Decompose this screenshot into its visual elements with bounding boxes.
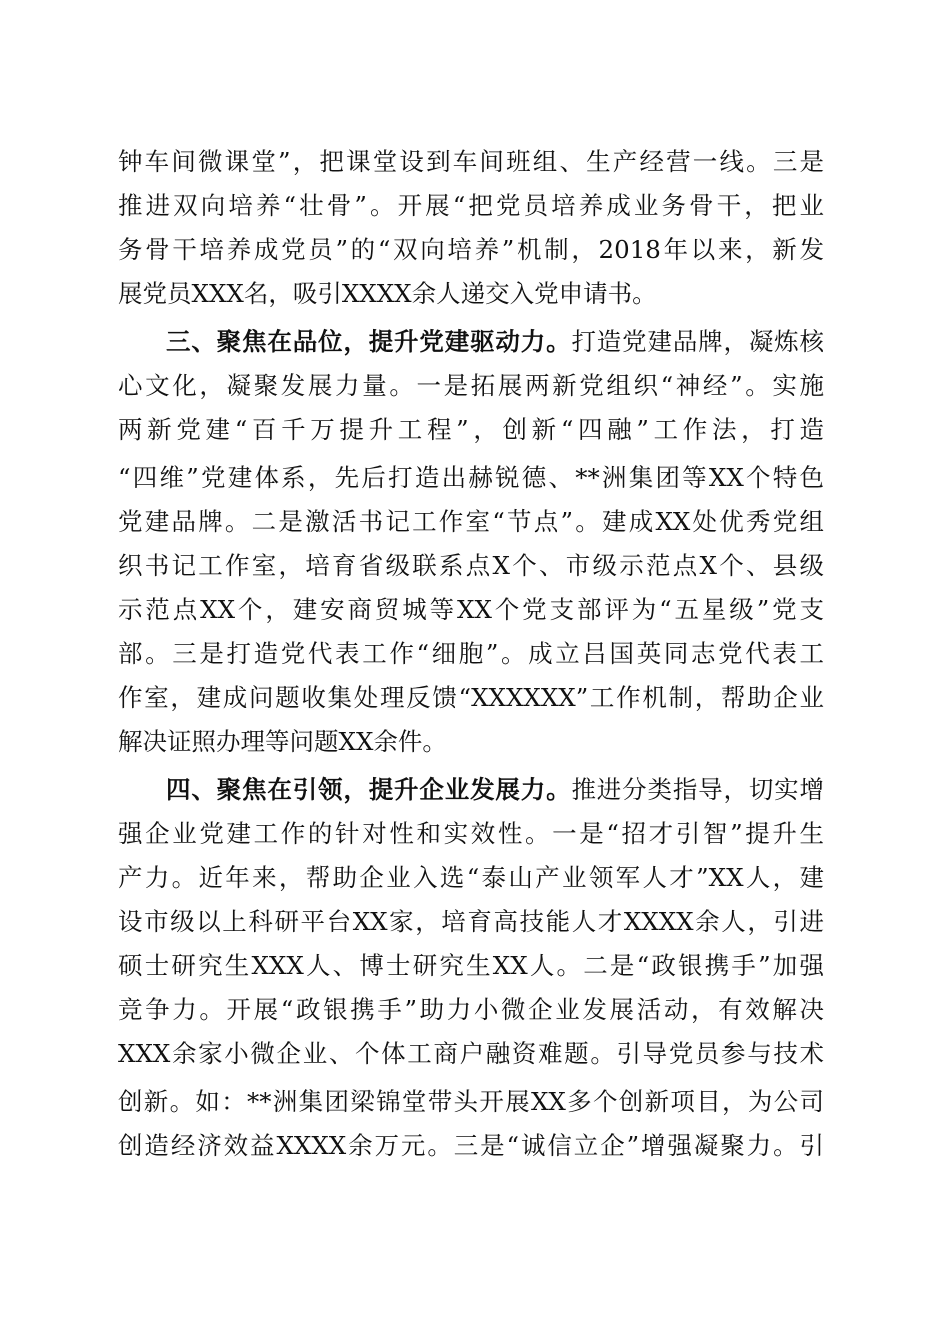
body-line: 解决证照办理等问题XX余件。 [118, 727, 447, 756]
body-line: 作室，建成问题收集处理反馈“XXXXXX”工作机制，帮助企业 [118, 683, 824, 712]
body-line: 两新党建“百千万提升工程”，创新“四融”工作法，打造 [118, 415, 824, 444]
body-line: 部。三是打造党代表工作“细胞”。成立吕国英同志党代表工 [118, 639, 824, 668]
body-line: 创造经济效益XXXX余万元。三是“诚信立企”增强凝聚力。引 [118, 1131, 824, 1160]
body-line: 强企业党建工作的针对性和实效性。一是“招才引智”提升生 [118, 819, 824, 848]
body-line: “四维”党建体系，先后打造出赫锐德、**洲集团等XX个特色 [118, 463, 824, 492]
body-line: 产力。近年来，帮助企业入选“泰山产业领军人才”XX人，建 [118, 863, 824, 892]
body-line: 示范点XX个，建安商贸城等XX个党支部评为“五星级”党支 [118, 595, 824, 624]
body-line: 党建品牌。二是激活书记工作室“节点”。建成XX处优秀党组 [118, 507, 824, 536]
body-line: 创新。如：**洲集团梁锦堂带头开展XX多个创新项目，为公司 [118, 1087, 824, 1116]
body-line: 推进双向培养“壮骨”。开展“把党员培养成业务骨干，把业 [118, 191, 824, 220]
body-line: 务骨干培养成党员”的“双向培养”机制，2018年以来，新发 [118, 235, 824, 264]
body-line: 织书记工作室，培育省级联系点X个、市级示范点X个、县级 [118, 551, 824, 580]
body-line: 硕士研究生XXX人、博士研究生XX人。二是“政银携手”加强 [118, 951, 824, 980]
body-text: 推进分类指导，切实增 [571, 775, 825, 804]
body-line: 钟车间微课堂”，把课堂设到车间班组、生产经营一线。三是 [118, 147, 824, 176]
section-four-first-line [166, 770, 824, 810]
body-line: 竞争力。开展“政银携手”助力小微企业发展活动，有效解决 [118, 995, 824, 1024]
body-text: 打造党建品牌，凝炼核 [571, 327, 825, 356]
body-line: 心文化，凝聚发展力量。一是拓展两新党组织“神经”。实施 [118, 371, 824, 400]
body-line: XXX余家小微企业、个体工商户融资难题。引导党员参与技术 [118, 1039, 824, 1068]
section-heading: 三、聚焦在品位，提升党建驱动力。 [166, 327, 572, 356]
section-heading: 四、聚焦在引领，提升企业发展力。 [166, 775, 572, 804]
body-line: 设市级以上科研平台XX家，培育高技能人才XXXX余人，引进 [118, 907, 824, 936]
section-three-first-line [166, 322, 824, 362]
body-line: 展党员XXX名，吸引XXXX余人递交入党申请书。 [118, 279, 657, 308]
